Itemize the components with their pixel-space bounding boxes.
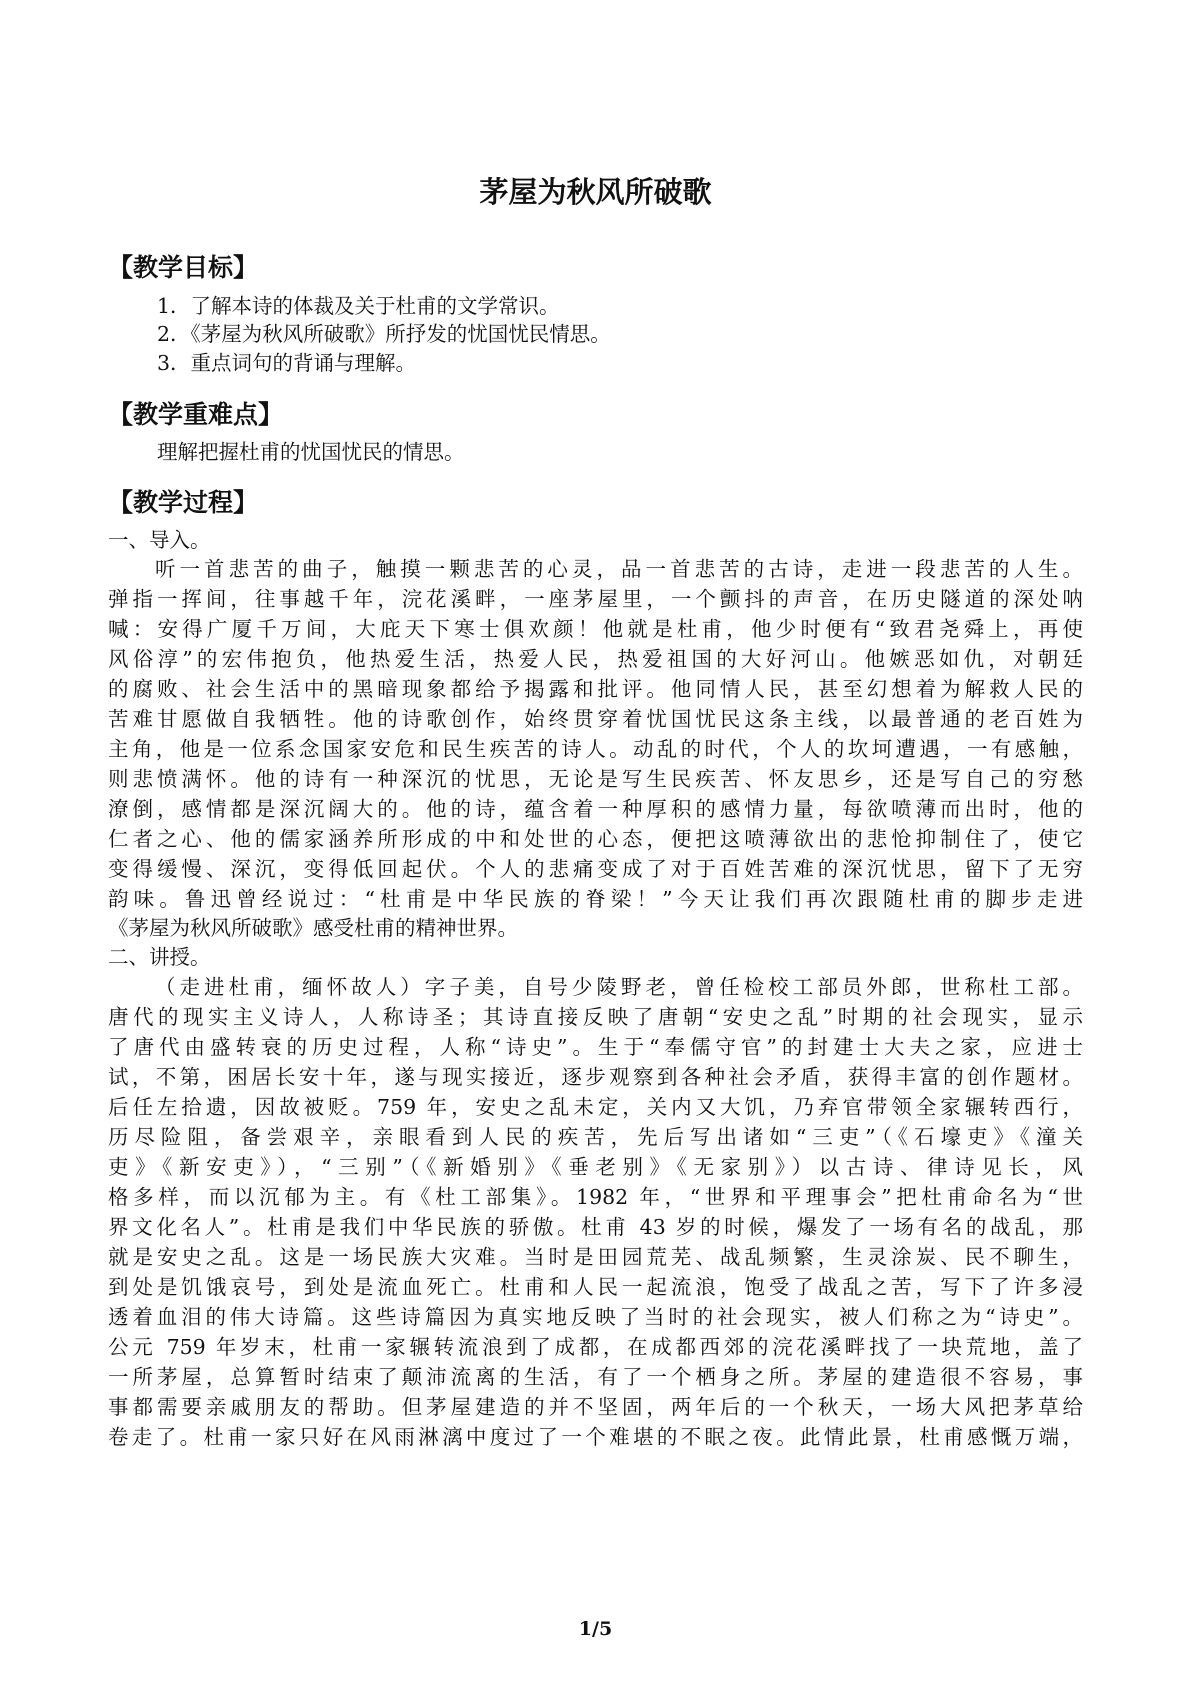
paragraph-line: 界文化名人”。杜甫是我们中华民族的骄傲。杜甫 43 岁的时候，爆发了一场有名的战乱，那 <box>108 1215 1083 1239</box>
paragraph-line: 则悲愤满怀。他的诗有一种深沉的忧思，无论是写生民疾苦、怀友思乡，还是写自己的穷愁 <box>108 767 1083 791</box>
objective-item: 3．重点词句的背诵与理解。 <box>157 351 417 375</box>
paragraph-line: 韵味。鲁迅曾经说过：“杜甫是中华民族的脊梁！”今天让我们再次跟随杜甫的脚步走进 <box>108 887 1083 911</box>
paragraph-line: 风俗淳”的宏伟抱负，他热爱生活，热爱人民，热爱祖国的大好河山。他嫉恶如仇，对朝廷 <box>108 647 1083 671</box>
paragraph-line: 格多样，而以沉郁为主。有《杜工部集》。1982 年，“世界和平理事会”把杜甫命名为“世 <box>108 1185 1083 1209</box>
paragraph-line: 喊：安得广厦千万间，大庇天下寒士俱欢颜！他就是杜甫，他少时便有“致君尧舜上，再使 <box>108 617 1083 641</box>
heading-key-points: 【教学重难点】 <box>108 400 284 429</box>
part1-title: 一、导入。 <box>108 528 211 552</box>
paragraph-line: 后任左拾遗，因故被贬。759 年，安史之乱未定，关内又大饥，乃弃官带领全家辗转西行， <box>108 1095 1083 1119</box>
paragraph-line: 《茅屋为秋风所破歌》感受杜甫的精神世界。 <box>108 916 518 940</box>
paragraph-line: 吏》《新安吏》），“三别”（《新婚别》《垂老别》《无家别》）以古诗、律诗见长，风 <box>108 1155 1083 1179</box>
paragraph-line: 透着血泪的伟大诗篇。这些诗篇因为真实地反映了当时的社会现实，被人们称之为“诗史”。 <box>108 1305 1083 1329</box>
page-title: 茅屋为秋风所破歌 <box>479 175 712 209</box>
heading-objectives: 【教学目标】 <box>108 253 259 282</box>
paragraph-line: 唐代的现实主义诗人，人称诗圣；其诗直接反映了唐朝“安史之乱”时期的社会现实，显示 <box>108 1005 1083 1029</box>
paragraph-line: 苦难甘愿做自我牺牲。他的诗歌创作，始终贯穿着忧国忧民这条主线，以最普通的老百姓为 <box>108 707 1083 731</box>
paragraph-line: 仁者之心、他的儒家涵养所形成的中和处世的心态，便把这喷薄欲出的悲怆抑制住了，使它 <box>108 827 1083 851</box>
paragraph-line: 公元 759 年岁末，杜甫一家辗转流浪到了成都，在成都西郊的浣花溪畔找了一块荒地，盖了 <box>108 1335 1083 1359</box>
objective-item: 2．《茅屋为秋风所破歌》所抒发的忧国忧民情思。 <box>157 322 611 346</box>
paragraph-line: 事都需要亲戚朋友的帮助。但茅屋建造的并不坚固，两年后的一个秋天，一场大风把茅草给 <box>108 1395 1083 1419</box>
paragraph-line: 历尽险阻，备尝艰辛，亲眼看到人民的疾苦，先后写出诸如“三吏”（《石壕吏》《潼关 <box>108 1125 1083 1149</box>
paragraph-line: 变得缓慢、深沉，变得低回起伏。个人的悲痛变成了对于百姓苦难的深沉忧思，留下了无穷 <box>108 857 1083 881</box>
paragraph-line: （走进杜甫，缅怀故人）字子美，自号少陵野老，曾任检校工部员外郎，世称杜工部。 <box>155 975 1083 999</box>
paragraph-line: 试，不第，困居长安十年，遂与现实接近，逐步观察到各种社会矛盾，获得丰富的创作题材。 <box>108 1065 1083 1089</box>
heading-process: 【教学过程】 <box>108 488 259 517</box>
page-number: 1/5 <box>578 1618 613 1640</box>
paragraph-line: 卷走了。杜甫一家只好在风雨淋漓中度过了一个难堪的不眠之夜。此情此景，杜甫感慨万端， <box>108 1425 1083 1449</box>
paragraph-line: 一所茅屋，总算暂时结束了颠沛流离的生活，有了一个栖身之所。茅屋的建造很不容易，事 <box>108 1365 1083 1389</box>
objective-item: 1．了解本诗的体裁及关于杜甫的文学常识。 <box>157 294 560 318</box>
part2-title: 二、讲授。 <box>108 945 211 969</box>
paragraph-line: 听一首悲苦的曲子，触摸一颗悲苦的心灵，品一首悲苦的古诗，走进一段悲苦的人生。 <box>155 557 1083 581</box>
paragraph-line: 到处是饥饿哀号，到处是流血死亡。杜甫和人民一起流浪，饱受了战乱之苦，写下了许多浸 <box>108 1275 1083 1299</box>
paragraph-line: 就是安史之乱。这是一场民族大灾难。当时是田园荒芜、战乱频繁，生灵涂炭、民不聊生， <box>108 1245 1083 1269</box>
paragraph-line: 了唐代由盛转衰的历史过程，人称“诗史”。生于“奉儒守官”的封建士大夫之家，应进士 <box>108 1035 1083 1059</box>
key-points-text: 理解把握杜甫的忧国忧民的情思。 <box>157 440 465 464</box>
paragraph-line: 弹指一挥间，往事越千年，浣花溪畔，一座茅屋里，一个颤抖的声音，在历史隧道的深处呐 <box>108 587 1083 611</box>
paragraph-line: 主角，他是一位系念国家安危和民生疾苦的诗人。动乱的时代，个人的坎坷遭遇，一有感触， <box>108 737 1083 761</box>
paragraph-line: 潦倒，感情都是深沉阔大的。他的诗，蕴含着一种厚积的感情力量，每欲喷薄而出时，他的 <box>108 797 1083 821</box>
paragraph-line: 的腐败、社会生活中的黑暗现象都给予揭露和批评。他同情人民，甚至幻想着为解救人民的 <box>108 677 1083 701</box>
